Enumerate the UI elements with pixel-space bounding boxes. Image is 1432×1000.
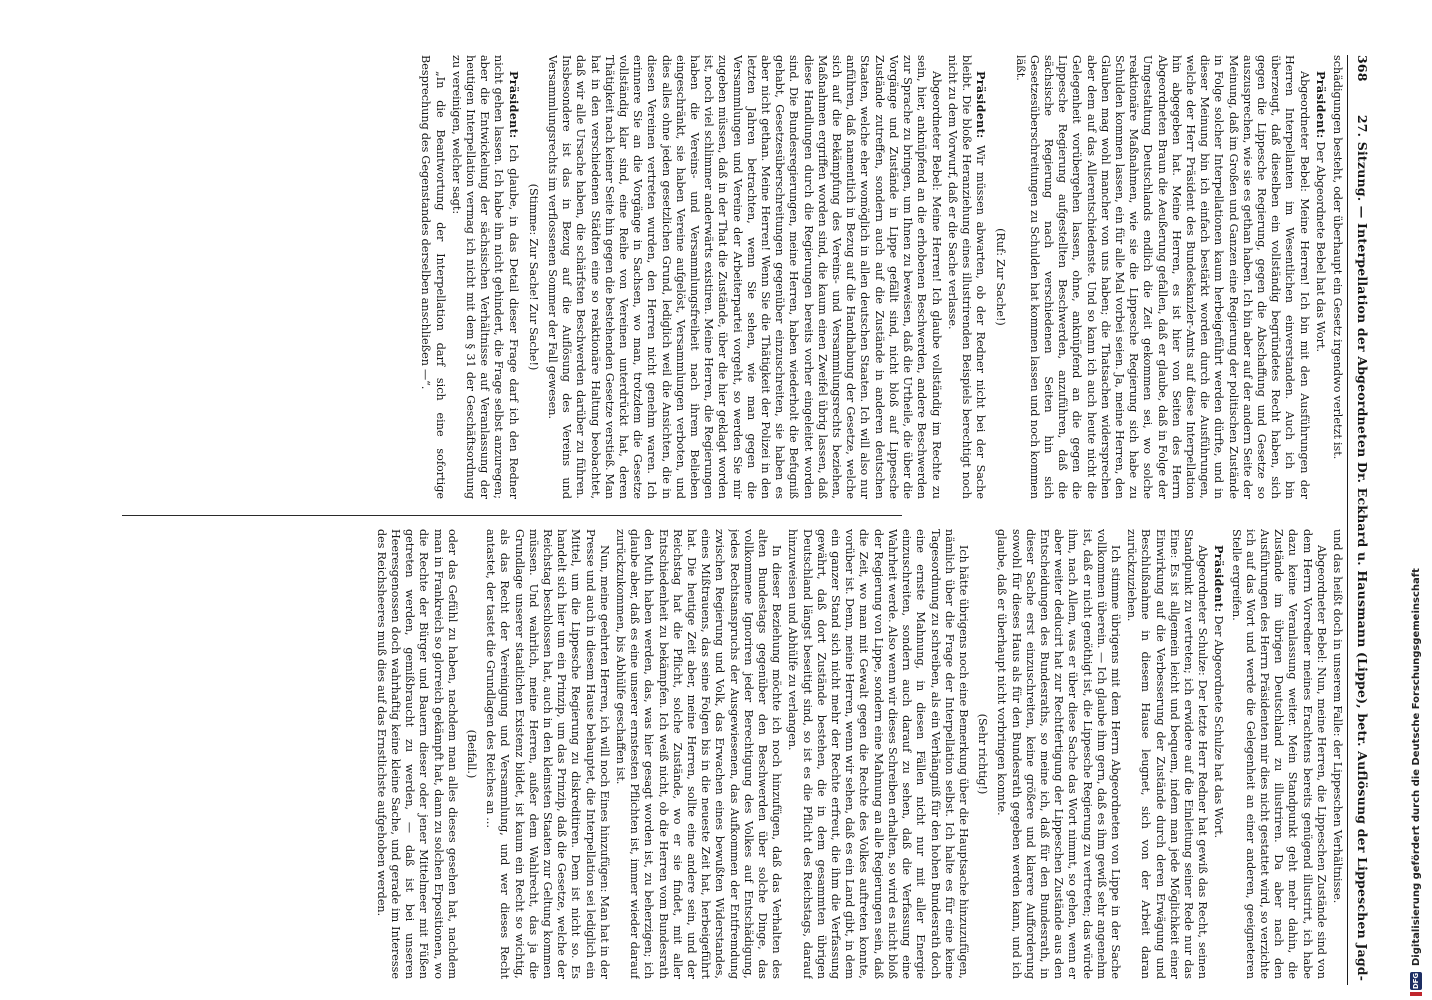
stage-direction bbox=[464, 529, 478, 979]
paragraph bbox=[785, 529, 970, 979]
left-column bbox=[109, 55, 1344, 499]
paragraph bbox=[1330, 529, 1344, 979]
paragraph bbox=[1211, 529, 1226, 979]
paragraph-text: schädigungen besteht, oder überhaupt ein Gesetz irgendwo verletzt ist. bbox=[1331, 55, 1344, 460]
paragraph-text: Abgeordneter Bebel: Nun, meine Herren, die Lippeschen Zustände sind von dem Herrn Vorredner meines Erachtens bereits genügend illustrirt, ich habe dazu keine Veranlassung weiter. Mein Standpunkt geht mehr dahin, die Zustände im übrigen Deutschland zu illustriren. Da aber nach den Ausführungen des Herrn Präsidenten mir dies nicht gestattet wird, so verzichte ich auf das Wort und werde die Gelegenheit an einer anderen, geeigneteren Stelle ergreifen. bbox=[1229, 529, 1328, 979]
dfg-logo: DFG bbox=[1412, 972, 1420, 990]
digitization-credit bbox=[1408, 0, 1426, 996]
page-number: 368 bbox=[1355, 55, 1370, 82]
stage-direction bbox=[526, 55, 540, 499]
right-column bbox=[109, 529, 1344, 979]
paragraph-text: Ich hätte übrigens noch eine Bemerkung über die Hauptsache hinzuzufügen, nämlich über die Frage der Interpellation selbst. Ich halte es für eine keine Tagesordnung zu schreiben, als ein Verhängniß für den hohen Bundesrath doch eine ernste Mahnung, in diesen Fällen nicht nur mit aller Energie einzuschreiten, sondern auch darauf zu sehen, daß die Verfassung eine Wahrheit werde. Also wenn wir dieses Schreiben erhalten, so wird es nicht bloß der Regierung von Lippe, sondern eine Mahnung an alle Regierungen sein, daß die Zeit, wo man mit Gewalt gegen die Rechte des Volkes auftreten konnte, vorüber ist. Denn, meine Herren, wenn wir sehen, daß es ein Land gibt, in dem ein ganzer Stand sich nicht mehr der Rechte erfreut, die ihm die Verfassung gewährt, daß dort Zustände bestehen, die in dem gesammten übrigen Deutschland längst beseitigt sind, so ist es die Pflicht des Reichstags, darauf hinzuweisen und Abhülfe zu verlangen. bbox=[786, 529, 970, 979]
speaker-label: Präsident: bbox=[1313, 71, 1328, 139]
paragraph-text: Ich stimme übrigens mit dem Herrn Abgeordneten von Lippe in der Sache vollkommen überein. — Ich glaube ihm gern, daß es ihm gewiß sehr angenehm ist, daß er nicht genöthigt ist, die Lippesche Regierung zu vertreten; das würde ihm, nach Allem, was er über diese Sache das Wort nimmt, so gehen, wenn er aber weiter deducirt hat zur Rechtfertigung der Lippeschen Zustände aus den Entscheidungen des Bundesraths, so meine ich, daß für den Bundesrath, in dieser Sache erst einzuschreiten, keine größere und klarere Aufforderung sowohl für dieses Haus als für den Bundesrath gegeben werden kann, und ich glaube, daß er überhaupt nicht vorbringen konnte. bbox=[995, 529, 1122, 979]
paragraph bbox=[1124, 529, 1209, 979]
paragraph-text: Wir müssen abwarten, ob der Redner nicht bei der Sache bleibt. Die bloße Heranziehung eines illustrirenden Beispiels berechtigt noch nicht zu dem Vorwurf, daß er die Sache verlasse. bbox=[945, 55, 988, 499]
column-divider bbox=[122, 515, 902, 516]
paragraph-text: (Ruf: Zur Sache!) bbox=[994, 228, 1008, 326]
paragraph-text: Abgeordneter Bebel: Meine Herren! Ich glaube vollständig im Rechte zu sein, hier, anknüpfend an die erhobenen Beschwerden, andere Beschwerden zur Sprache zu bringen, um Ihnen zu beweisen, daß die Urtheile, die über die Vorgänge und Zustände in Lippe gefällt sind, nicht bloß auf Lippesche Zustände zutreffen, sondern auch auf die Zustände in anderen deutschen Staaten, welche eher womöglich in allen deutschen Staaten. Ich will also nur anführen, daß namentlich in Bezug auf die Handhabung der Gesetze, welche sich auf die Bekämpfung des Vereins- und Versammlungsrechts beziehen, Maßnahmen ergriffen worden sind, die kaum einen Zweifel übrig lassen, daß diese Handlungen durch die Regierungen bereits vorher eingeleitet worden sind. Die Bundesregierungen, meine Herren, haben wiederholt die Befugniß gehabt, Gesetzesüberschreitungen gegenüber einzuschreiten, sie haben es aber nicht gethan. Meine Herren! Wenn Sie die Thätigkeit der Polizei in den letzten Jahren betrachten, wenn Sie sehen, wie man gegen die Versammlungen und Vereine der Arbeiterpartei vorgeht, so werden Sie mir zugeben müssen, daß in der That die Zustände, über die hier geklagt worden ist, noch viel schlimmer anderwärts existiren. Meine Herren, die Regierungen haben die Vereins- und Versammlungsfreiheit nach ihrem Belieben eingeschränkt, sie haben Vereine aufgelöst, Versammlungen verboten, und dies alles ohne jeden gesetzlichen Grund, lediglich weil die Ansichten, die in diesen Vereinen vertreten wurden, den Herren nicht genehm waren. Ich erinnere Sie an die Vorgänge in Sachsen, wo man, trotzdem die Gesetze vollständig klar sind, eine Reihe von Vereinen unterdrückt hat, deren Thätigkeit nach keiner Seite hin gegen die bestehenden Gesetze verstieß. Man hat in den verschiedenen Städten eine so reaktionäre Haltung beobachtet, daß wir alle Ursache haben, die schärfsten Beschwerden darüber zu führen. Insbesondere ist das in Bezug auf die Auflösung des Vereins und Versammlungsrechts im verflossenen Sommer der Fall gewesen. bbox=[546, 55, 943, 499]
paragraph-text: „In die Beantwortung der Interpellation darf sich eine sofortige Besprechung des Gegenstandes derselben anschließen —“. bbox=[419, 55, 447, 499]
header-rule bbox=[1347, 55, 1348, 985]
stage-direction bbox=[975, 529, 989, 979]
stage-direction bbox=[993, 55, 1007, 499]
paragraph bbox=[483, 529, 611, 979]
paragraph-text: In dieser Beziehung möchte ich noch hinzufügen, daß das Verhalten des alten Bundestags gegenüber den Beschwerden über solche Dinge, das vollkommene Ignoriren jeder Berechtigung des Volkes auf Entschädigung, jedes Rechtsanspruchs der Ausgewiesenen, das Aufkommen der Entfremdung zwischen Regierung und Volk, das Erwachen eines bewußten Widerstandes, eines Mißtrauens, das seine Folgen bis in die neueste Zeit hat, herbeigeführt hat. Die heutige Zeit aber, meine Herren, sollte eine andere sein, und der Reichstag hat die Pflicht, solche Zustände, wo er sie findet, mit aller Entschiedenheit zu bekämpfen. Ich weiß nicht, ob die Herren vom Bundesrath den Muth haben werden, das, was hier gesagt worden ist, zu beherzigen; ich glaube aber, daß es eine unserer ernstesten Pflichten ist, immer wieder darauf zurückzukommen, bis Abhülfe geschaffen ist. bbox=[614, 529, 784, 979]
paragraph-text: Der Abgeordnete Bebel hat das Wort. bbox=[1313, 141, 1327, 352]
paragraph-text: Nun, meine geehrten Herren, ich will noch Eines hinzufügen: Man hat in der Presse und auch in diesem Hause behauptet, die Interpellation sei lediglich ein Mittel, um die Lippesche Regierung zu diskreditiren. Dem ist nicht so. Es handelt sich hier um ein Prinzip, um das Prinzip, daß die Gesetze, welche der Reichstag beschlossen hat, auch in den kleinsten Staaten zur Geltung kommen müssen. Und wahrlich, meine Herren, außer dem Wahlrecht, das ja die Grundlage unserer staatlichen Existenz bildet, ist kaum ein Recht so wichtig, als das Recht der Vereinigung und Versammlung, und wer dieses Recht antastet, der tastet die Grundlagen des Reiches an ... bbox=[484, 529, 611, 979]
paragraph-text: Abgeordneter Bebel: Meine Herren! Ich bin mit den Ausführungen der Herren Interpellanten im Wesentlichen einverstanden. Auch ich bin überzeugt, daß dieselben ein vollständig begründetes Recht haben, sich gegen die Lippesche Regierung, gegen die Abschaffung und Gesetze so auszusprechen, wie sie es gethan haben. Ich bin aber auf der andern Seite der Meinung, daß im Großen und Ganzen eine Regierung der politischen Zustände in Folge solcher Interpellationen kaum herbeigeführt werden dürfte, und in dieser Meinung bin ich einfach bestärkt worden durch die Ausführungen, welche der Herr Präsident des Bundeskanzler-Amts auf diese Interpellation hin abgegeben hat. Meine Herren, es ist hier von Seiten des Herrn Abgeordneten Braun die Aeußerung gefallen, daß er glaube, daß in Folge der Umgestaltung Deutschlands endlich die Zeit gekommen sei, wo solche reaktionäre Maßnahmen, wie sie die Lippesche Regierung sich habe zu Schulden kommen lassen, ein für alle Mal vorbei seien. Ja, meine Herren, den Glauben mag wohl mancher von uns haben; die Thatsachen widersprechen aber dem auf das Allerentschiedenste. Und so kann ich auch heute nicht die Gelegenheit vorübergehen lassen, ohne, anknüpfend an die gegen die Lippesche Regierung aufgestellten Beschwerden, anzuführen, daß die sächsische Regierung nach verschiedenen Seiten hin sich Gesetzesüberschreitungen zu Schulden hat kommen lassen und noch kommen läßt. bbox=[1013, 55, 1311, 499]
paragraph-text: Abgeordneter Schulze: Der letzte Herr Redner hat gewiß das Recht, seinen Standpunkt zu vertreten; ich erwidere auf die Einleitung seiner Rede nur das Eine: Es ist allgemein leicht und bequem, indem man jede Möglichkeit einer Einwirkung auf die Verbesserung der Zustände durch deren Erwägung und Beschlußnahme in diesem Hause leugnet, sich von der Arbeit daran zurückzuziehen. bbox=[1125, 529, 1210, 979]
paragraph bbox=[1313, 55, 1328, 499]
paragraph-text: oder das Gefühl zu haben, nachdem man alles dieses gesehen hat, nachdem man in Frankreich so glorreich gekämpft hat, dann zu solchen Erpositionen, wo die Rechte der Bürger und Bauern dieser oder jener Mittelmeer mit Füßen getreten werden, gemißbraucht zu werden, — daß ist bei unseren Heeresgenossen doch wahrhaftig keine kleine Sache, und gerade im Interesse des Reichsheeres muß dies auf das Ernstlichste aufgehoben werden. bbox=[374, 529, 459, 979]
paragraph bbox=[418, 55, 446, 499]
credit-text: Digitalisierung gefördert durch die Deutsche Forschungsgemeinschaft bbox=[1411, 568, 1422, 966]
paragraph bbox=[374, 529, 459, 979]
paragraph-text: Der Abgeordnete Schulze hat das Wort. bbox=[1212, 615, 1226, 839]
paragraph bbox=[945, 55, 989, 499]
paragraph-text: Ich glaube, in das Detail dieser Frage darf ich den Redner nicht gehen lassen. Ich habe ihn nicht gehindert, die Frage selbst anzuregen; aber die Entwickelung der sächsischen Verhältnisse auf Veranlassung der heutigen Interpellation vermag ich nicht mit dem § 31 der Geschäftsordnung zu vereinigen, welcher sagt: bbox=[449, 55, 520, 499]
paragraph bbox=[545, 55, 943, 499]
paragraph-text: und das heißt doch in unserem Falle: der Lippeschen Verhältnisse. bbox=[1331, 529, 1344, 904]
dfg-logo-mark bbox=[1410, 992, 1422, 996]
speaker-label: Präsident: bbox=[974, 71, 989, 139]
paragraph bbox=[449, 55, 521, 499]
paragraph bbox=[994, 529, 1122, 979]
paragraph-text: (Stimme: Zur Sache! Zur Sache!) bbox=[526, 183, 540, 371]
speaker-label: Präsident: bbox=[1212, 545, 1227, 613]
paragraph bbox=[1012, 55, 1310, 499]
paragraph bbox=[1228, 529, 1327, 979]
paragraph-text: (Beifall.) bbox=[465, 729, 479, 779]
rotated-page-content bbox=[72, 55, 1372, 985]
speaker-label: Präsident: bbox=[506, 71, 521, 139]
paragraph-text: (Sehr richtig!) bbox=[976, 713, 990, 795]
running-header bbox=[1350, 55, 1372, 985]
paragraph bbox=[1330, 55, 1344, 499]
running-title: 27. Sitzung. — Interpellation der Abgeordneten Dr. Eckhard u. Hausmann (Lippe), betr. Auflösung der Lippeschen Jagd- bbox=[1355, 114, 1370, 982]
paragraph bbox=[613, 529, 783, 979]
